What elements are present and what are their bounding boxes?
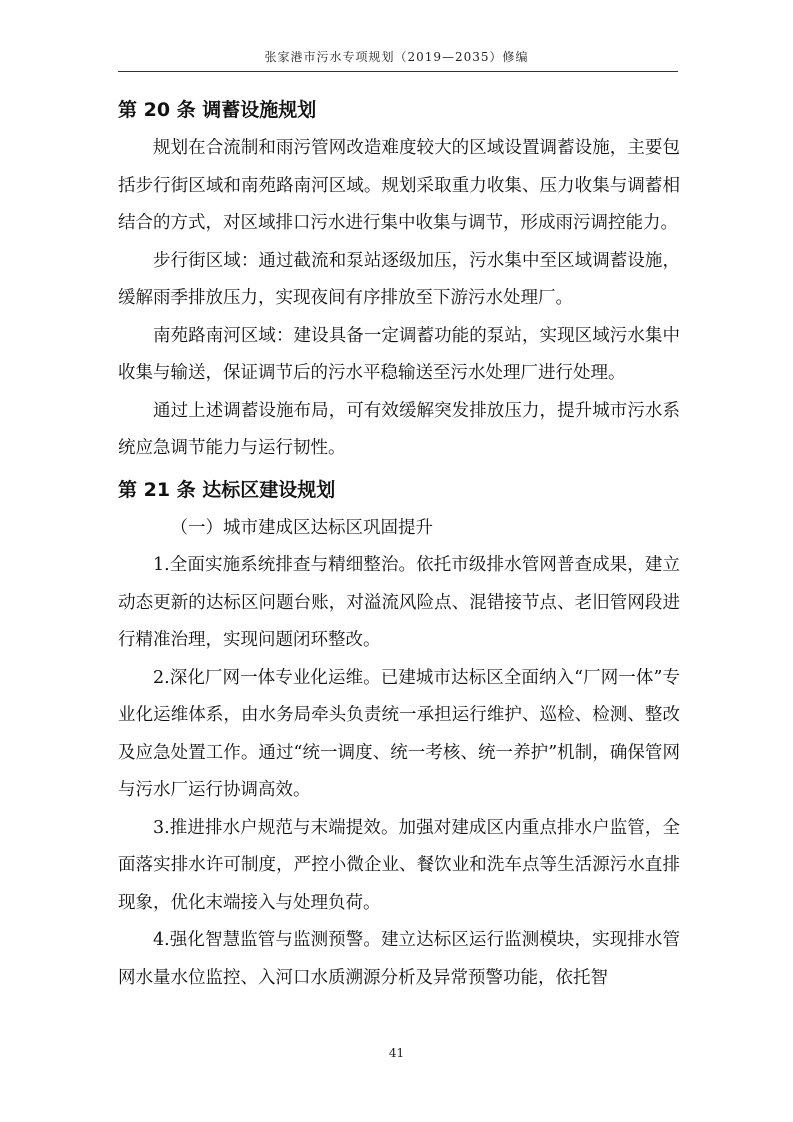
paragraph: 通过上述调蓄设施布局，可有效缓解突发排放压力，提升城市污水系统应急调节能力与运行韧性。 [118, 400, 680, 458]
paragraph: 1.全面实施系统排查与精细整治。依托市级排水管网普查成果，建立动态更新的达标区问题台账，对溢流风险点、混错接节点、老旧管网段进行精准治理，实现问题闭环整改。 [118, 555, 680, 650]
subsection-heading: （一）城市建成区达标区巩固提升 [170, 517, 433, 538]
header-divider [118, 71, 678, 72]
page-number: 41 [388, 1046, 405, 1060]
paragraph: 4.强化智慧监管与监测预警。建立达标区运行监测模块，实现排水管网水量水位监控、入河口水质溯源分析及异常预警功能，依托智 [118, 930, 680, 988]
paragraph: 2.深化厂网一体专业化运维。已建城市达标区全面纳入“厂网一体”专业化运维体系，由水务局牵头负责统一承担运行维护、巡检、检测、整改及应急处置工作。通过“统一调度、统一考核、统一养护”机制，确保管网与污水厂运行协调高效。 [118, 667, 680, 800]
paragraph: 3.推进排水户规范与末端提效。加强对建成区内重点排水户监管，全面落实排水许可制度，严控小微企业、餐饮业和洗车点等生活源污水直排现象，优化末端接入与处理负荷。 [118, 817, 680, 913]
paragraph: 步行街区域：通过截流和泵站逐级加压，污水集中至区域调蓄设施，缓解雨季排放压力，实现夜间有序排放至下游污水处理厂。 [118, 250, 680, 308]
running-header: 张家港市污水专项规划（2019—2035）修编 [264, 50, 529, 64]
page-body [118, 88, 680, 997]
paragraph: 南苑路南河区域：建设具备一定调蓄功能的泵站，实现区域污水集中收集与输送，保证调节后的污水平稳输送至污水处理厂进行处理。 [118, 325, 680, 383]
paragraph: 规划在合流制和雨污管网改造难度较大的区域设置调蓄设施，主要包括步行街区域和南苑路南河区域。规划采取重力收集、压力收集与调蓄相结合的方式，对区域排口污水进行集中收集与调节，形成雨污调控能力。 [118, 138, 680, 233]
section-20-heading: 第 20 条 调蓄设施规划 [118, 99, 317, 121]
section-21-heading: 第 21 条 达标区建设规划 [118, 478, 336, 501]
